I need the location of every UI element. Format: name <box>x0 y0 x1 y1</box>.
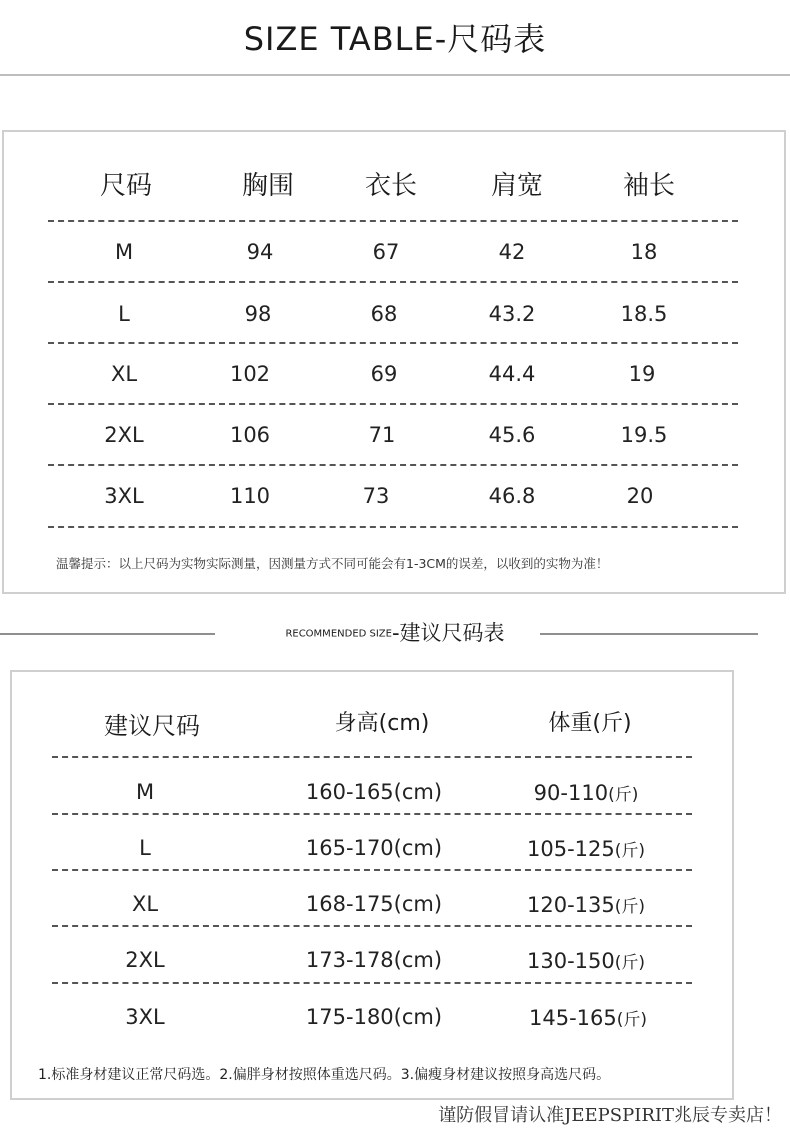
header-length: 衣长 <box>364 171 418 201</box>
row-divider <box>52 756 692 758</box>
weight-value: 120-135 <box>526 893 615 917</box>
cell-size: XL <box>131 892 159 916</box>
cell-shoulder: 43.2 <box>488 302 536 326</box>
weight-unit: (斤) <box>616 1010 648 1030</box>
page-title: SIZE TABLE-尺码表 <box>243 20 547 58</box>
cell-shoulder: 46.8 <box>488 484 536 508</box>
cell-length: 73 <box>362 484 390 508</box>
cell-weight <box>527 836 645 861</box>
header-weight: 体重(斤) <box>548 711 632 736</box>
weight-value: 90-110 <box>533 781 609 805</box>
cell-length: 67 <box>372 240 400 264</box>
row-divider <box>48 220 738 222</box>
cell-weight <box>527 892 645 917</box>
measurement-note: 温馨提示：以上尺码为实物实际测量，因测量方式不同可能会有1-3CM的误差，以收到的实物为准！ <box>56 556 609 571</box>
cell-length: 69 <box>370 362 398 386</box>
cell-sleeve: 18 <box>630 240 658 264</box>
weight-unit: (斤) <box>614 897 646 917</box>
cell-size: M <box>135 780 155 804</box>
cell-size: XL <box>110 362 138 386</box>
row-divider <box>48 464 738 466</box>
recommended-title-en: RECOMMENDED SIZE <box>285 628 392 640</box>
cell-sleeve: 18.5 <box>620 302 668 326</box>
row-divider <box>52 869 692 871</box>
cell-shoulder: 45.6 <box>488 423 536 447</box>
recommended-size-panel <box>10 670 734 1100</box>
cell-shoulder: 44.4 <box>488 362 536 386</box>
cell-height: 165-170(cm) <box>305 836 443 860</box>
cell-size: 2XL <box>104 423 144 447</box>
header-sleeve: 袖长 <box>622 171 676 201</box>
header-shoulder: 肩宽 <box>490 171 544 201</box>
title-divider <box>0 74 790 76</box>
weight-unit: (斤) <box>608 785 639 805</box>
cell-chest: 98 <box>244 302 272 326</box>
header-recommended-size: 建议尺码 <box>104 712 200 740</box>
weight-unit: (斤) <box>614 953 646 973</box>
cell-size: L <box>139 836 151 860</box>
subtitle-rule-right <box>540 633 758 635</box>
cell-sleeve: 20 <box>626 484 654 508</box>
cell-height: 175-180(cm) <box>305 1005 443 1029</box>
weight-unit: (斤) <box>614 841 646 861</box>
recommended-title-cn: -建议尺码表 <box>391 621 505 645</box>
cell-size: 3XL <box>104 484 144 508</box>
size-table-panel <box>2 130 786 594</box>
cell-chest: 102 <box>229 362 271 386</box>
weight-value: 145-165 <box>528 1006 617 1030</box>
header-size: 尺码 <box>99 171 153 201</box>
row-divider <box>48 281 738 283</box>
cell-sleeve: 19 <box>628 362 656 386</box>
row-divider <box>52 813 692 815</box>
recommended-title <box>0 617 790 647</box>
cell-height: 160-165(cm) <box>305 780 443 804</box>
cell-height: 173-178(cm) <box>305 948 443 972</box>
cell-chest: 94 <box>246 240 274 264</box>
header-chest: 胸围 <box>241 171 295 201</box>
row-divider <box>48 342 738 344</box>
header-height: 身高(cm) <box>334 711 430 736</box>
cell-size: L <box>118 302 130 326</box>
cell-weight <box>529 1005 647 1030</box>
cell-size: 3XL <box>125 1005 165 1029</box>
selection-advice-note: 1.标准身材建议正常尺码选。2.偏胖身材按照体重选尺码。3.偏瘦身材建议按照身高选尺码。 <box>38 1067 611 1083</box>
row-divider <box>52 982 692 984</box>
cell-chest: 110 <box>229 484 271 508</box>
cell-chest: 106 <box>229 423 271 447</box>
weight-value: 105-125 <box>526 837 615 861</box>
row-divider <box>48 526 738 528</box>
cell-shoulder: 42 <box>498 240 526 264</box>
cell-size: M <box>114 240 134 264</box>
weight-value: 130-150 <box>526 949 615 973</box>
cell-length: 68 <box>370 302 398 326</box>
cell-length: 71 <box>368 423 396 447</box>
cell-height: 168-175(cm) <box>305 892 443 916</box>
row-divider <box>48 403 738 405</box>
cell-weight <box>534 780 639 805</box>
cell-sleeve: 19.5 <box>620 423 668 447</box>
row-divider <box>52 925 692 927</box>
anti-counterfeit-footer: 谨防假冒请认准JEEPSPIRIT兆辰专卖店！ <box>438 1105 782 1126</box>
cell-size: 2XL <box>125 948 165 972</box>
cell-weight <box>527 948 645 973</box>
